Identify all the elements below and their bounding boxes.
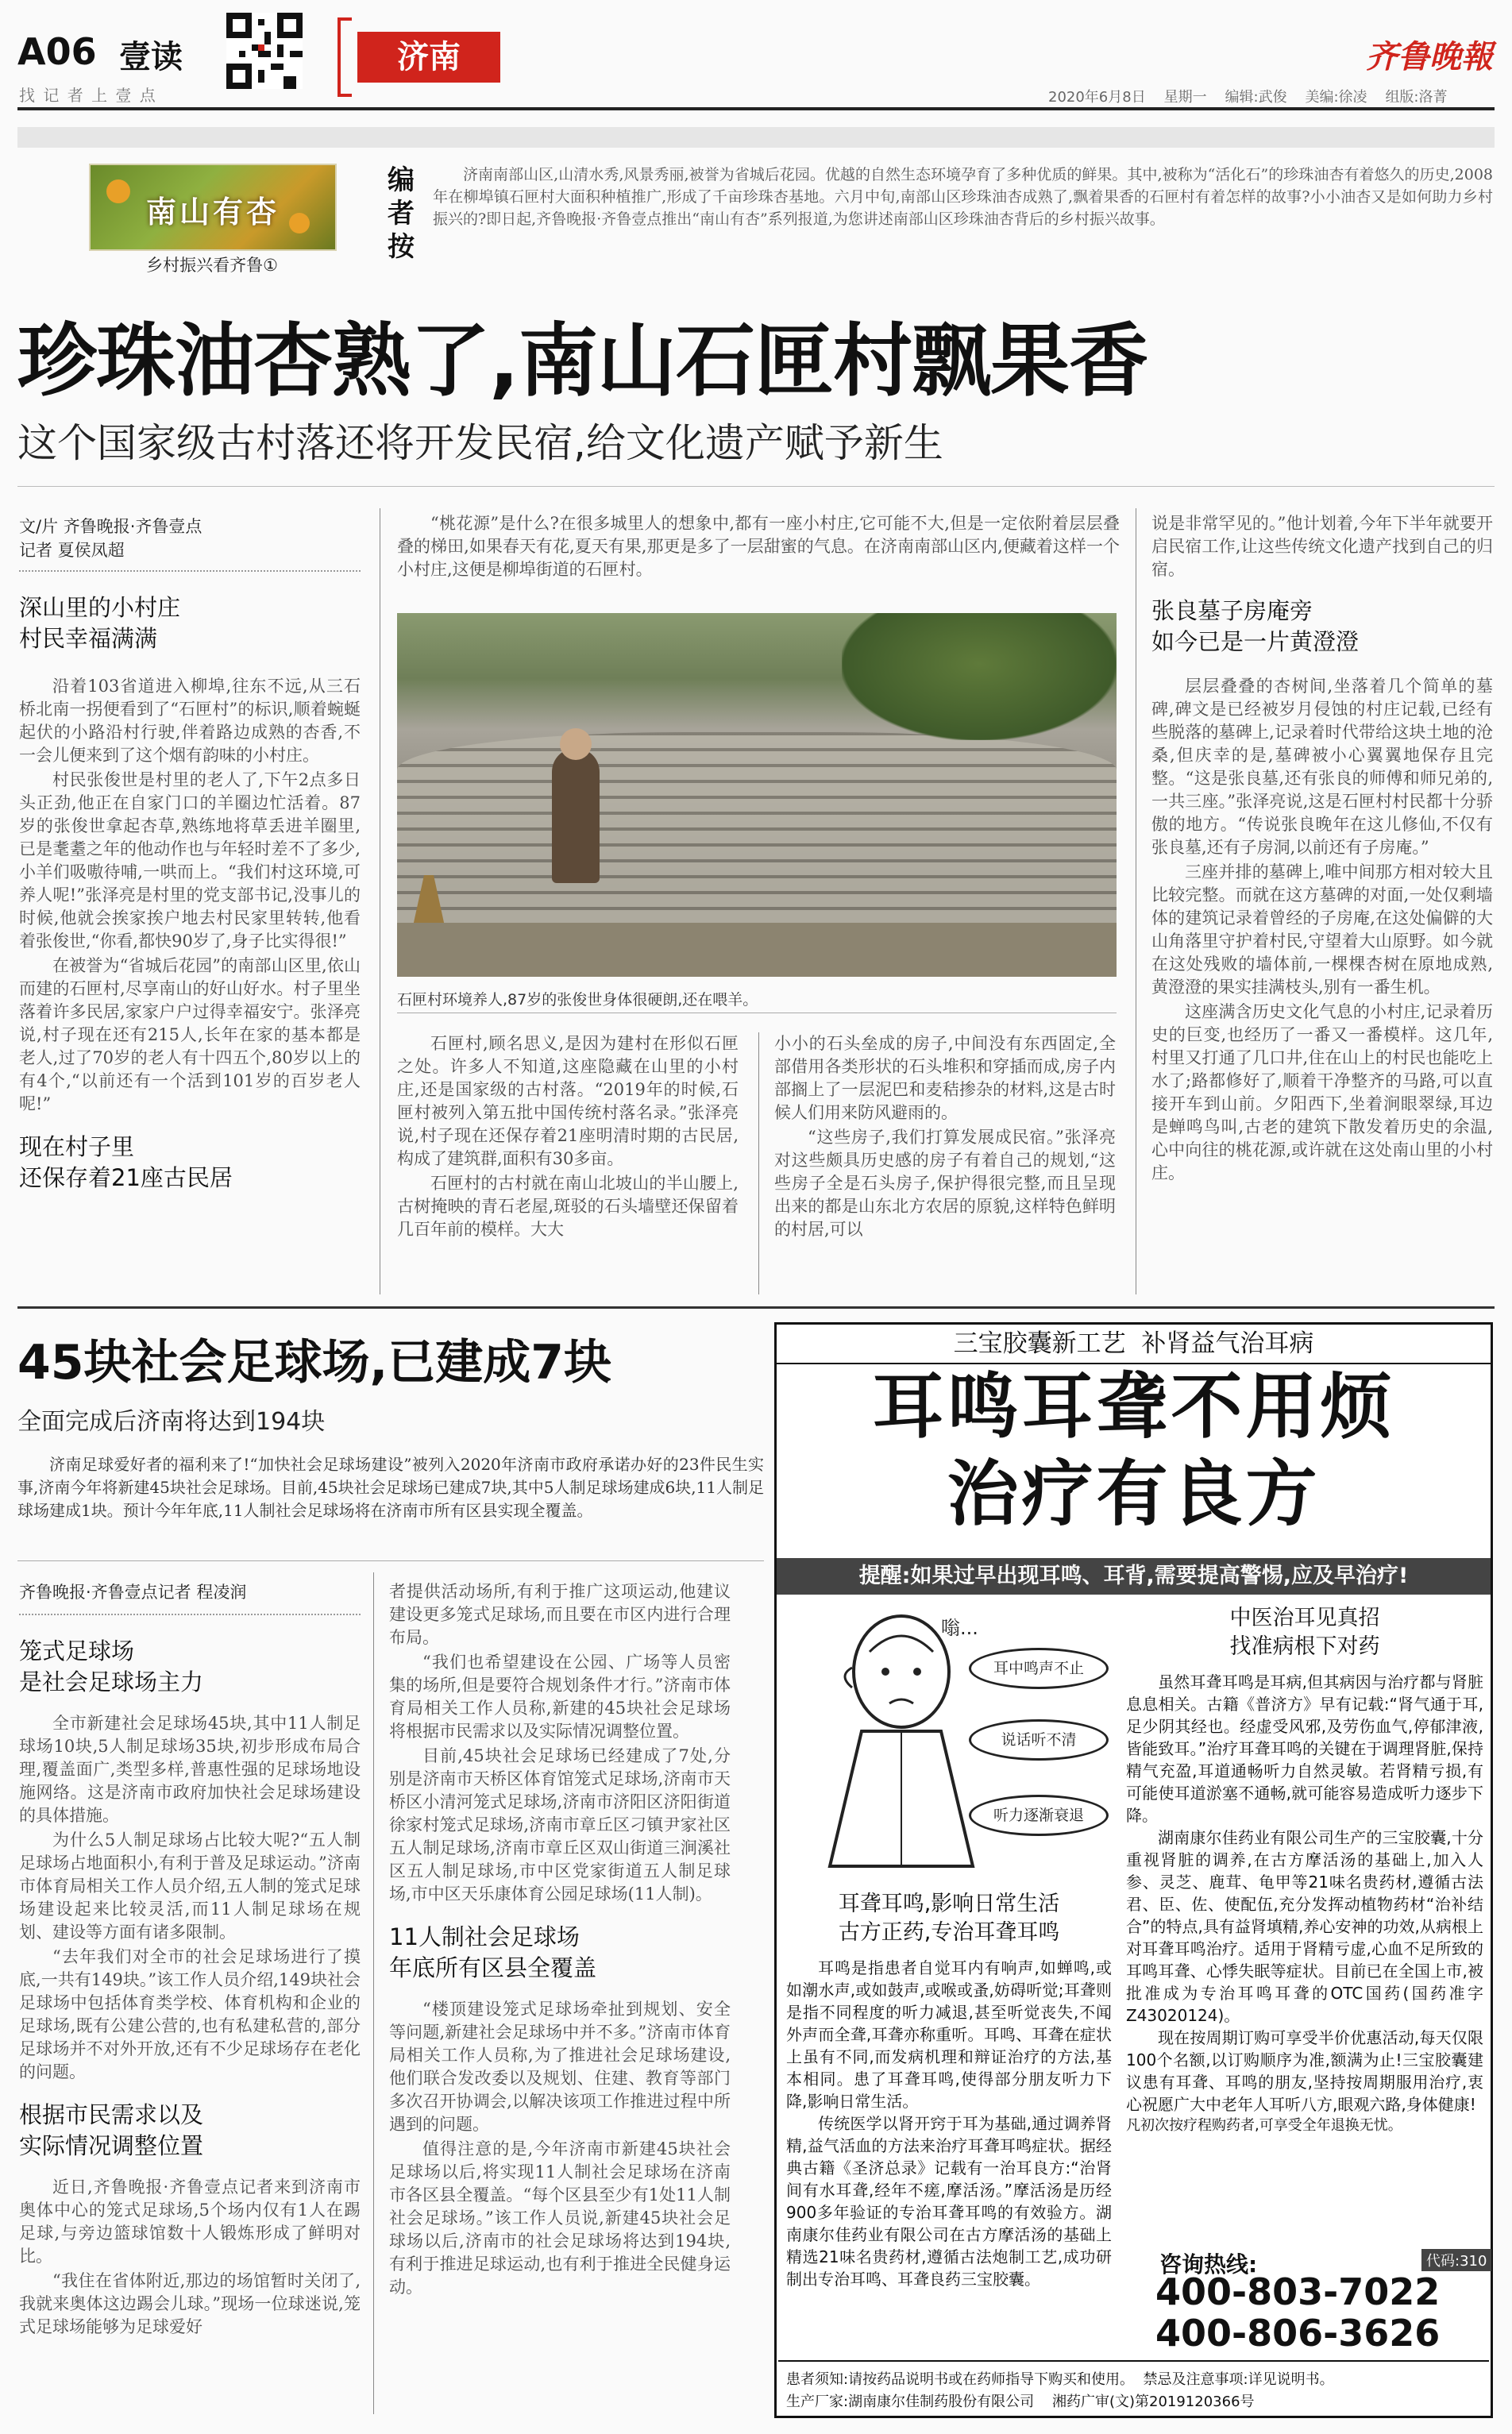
hotline-phone-2[interactable]: 400-806-3626 (1155, 2312, 1441, 2355)
section-rule (17, 1306, 1495, 1309)
person-head (560, 728, 592, 760)
section-subhead (19, 1132, 361, 1194)
speech-bubble: 说话听不清 (969, 1719, 1109, 1761)
paragraph: 说是非常罕见的。”他计划着,今年下半年就要开启民宿工作,让这些传统文化遗产找到自己的归宿。 (1151, 514, 1493, 579)
subhead-line: 11人制社会足球场 (389, 1923, 580, 1950)
paragraph: 村民张俊世是村里的老人了,下午2点多日头正劲,他正在自家门口的羊圈边忙活着。87岁的张俊世拿起杏草,熟练地将草丢进羊圈里,已是耄耋之年的他动作也与年轻时差不了多少,小羊们吸嗷待哺,一哄而上。“我们村这环境,可养人呢!”张泽亮是村里的党支部书记,没事儿的时候,他就会挨家挨户地去村民家里转转,他看着张俊世,“你看,都快90岁了,身子比实得很!” (19, 770, 361, 951)
subhead-line: 年底所有区县全覆盖 (389, 1954, 597, 1981)
column-separator (758, 1032, 759, 1294)
football-col-1 (19, 1580, 361, 2340)
paragraph: 值得注意的是,今年济南市新建45块社会足球场以后,将实现11人制社会足球场在济南市各区县全覆盖。“每个区县至少有1处11人制社会足球场。”该工作人员说,新建45块社会足球场以后,济南市的社会足球场将达到194块,有利于推进足球运动,也有利于推进全民健身运动。 (389, 2139, 731, 2297)
paragraph: 石匣村的古村就在南山北坡山的半山腰上,古树掩映的青石老屋,斑驳的石头墙壁还保留着几百年前的模样。大大 (397, 1174, 739, 1239)
section-subhead (19, 1636, 361, 1698)
speech-bubble: 听力逐渐衰退 (969, 1795, 1109, 1836)
subhead-line: 张良墓子房庵旁 (1151, 597, 1313, 624)
advert-fine-print: 患者须知:请按药品说明书或在药师指导下购买和使用。 禁忌及注意事项:详见说明书。 (786, 2371, 1334, 2388)
section-subhead (19, 2100, 361, 2162)
date-line (1048, 86, 1448, 106)
photo-caption: 石匣村环境养人,87岁的张俊世身体很硬朗,还在喂羊。 (397, 991, 758, 1009)
masthead-rule (17, 107, 1495, 110)
lead-headline: 珍珠油杏熟了,南山石匣村飘果香 (17, 314, 1148, 407)
paragraph: 石匣村,顾名思义,是因为建村在形似石匣之处。许多人不知道,这座隐藏在山里的小村庄,还是国家级的古村落。“2019年的时候,石匣村被列入第五批中国传统村落名录。”张泽亮说,村子现在还保存着21座明清时期的古民居,构成了建筑群,面积有30多亩。 (397, 1034, 739, 1168)
lead-photo (397, 613, 1117, 977)
paragraph: 目前,45块社会足球场已经建成了7处,分别是济南市天桥区体育馆笼式足球场,济南市天桥区小清河笼式足球场,济南市济阳区济阳街道徐家村笼式足球场,济南市章丘区刁镇尹家社区五人制足球场,济南市章丘区双山街道三涧溪社区五人制足球场,市中区党家街道五人制足球场,市中区天乐康体育公园足球场(11人制)。 (389, 1746, 731, 1904)
section-name: 壹读 (119, 39, 183, 75)
editor-note-char: 者 (388, 198, 415, 230)
lead-intro (397, 512, 1120, 583)
advert-subhead (1126, 1604, 1483, 1661)
paragraph: 耳鸣是指患者自觉耳内有响声,如蝉鸣,或如潮水声,或如鼓声,或喉或蚤,妨碍听觉;耳聋则是指不同程度的听力减退,甚至听觉丧失,不闻外声而全聋,耳聋亦称重听。耳鸣、耳聋在症状上虽有不同,而发病机理和辩证治疗的方法,基本相同。患了耳聋耳鸣,使得部分朋友听力下降,影响日常生活。 (786, 1958, 1112, 2111)
series-caption: 乡村振兴看齐鲁① (146, 256, 278, 275)
page-number: A06 (17, 30, 97, 73)
paragraph: 湖南康尔佳药业有限公司生产的三宝胶囊,十分重视肾脏的调养,在古方摩活汤的基础上,加入人参、灵芝、鹿茸、龟甲等21味名贵药材,遵循古法君、臣、佐、使配伍,充分发挥动植物药材“治补结合”的特点,具有益肾填精,养心安神的功效,从病根上对耳聋耳鸣治疗。适用于肾精亏虚,心血不足所致的耳鸣耳聋、心悸失眠等症状。目前已在全国上市,被批准成为专治耳鸣耳聋的OTC国药(国药准字Z43020124)。 (1126, 1828, 1483, 2025)
subhead-line: 实际情况调整位置 (19, 2132, 204, 2159)
cartoon-sound: 嗡... (941, 1617, 978, 1639)
lead-col-1 (19, 515, 361, 1194)
hotline-label: 咨询热线: (1159, 2251, 1258, 2278)
byline: 齐鲁晚报·齐鲁壹点记者 程凌润 (19, 1583, 247, 1602)
issue-date: 2020年6月8日 (1048, 89, 1146, 106)
paragraph: 沿着103省道进入柳埠,往东不远,从三石桥北南一拐便看到了“石匣村”的标识,顺着蜿蜒起伏的小路沿村行驶,伴着路边成熟的杏香,不一会儿便来到了这个烟有韵味的小村庄。 (19, 677, 361, 765)
divider (19, 1614, 361, 1615)
paragraph: 全市新建社会足球场45块,其中11人制足球场10块,5人制足球场35块,初步形成布局合理,覆盖面广,类型多样,普惠性强的足球场地设施网络。这是济南市政府加快社会足球场建设的具体措施。 (19, 1714, 361, 1825)
advert-left-col (786, 1890, 1112, 2290)
section-subhead (19, 592, 361, 654)
subhead-line: 中医治耳见真招 (1229, 1606, 1380, 1630)
person-figure (552, 748, 600, 883)
football-subheadline: 全面完成后济南将达到194块 (17, 1408, 326, 1436)
paragraph: “楼顶建设笼式足球场牵扯到规划、安全等问题,新建社会足球场中并不多。”济南市体育局相关工作人员称,为了推进社会足球场建设,他们联合发改委以及规划、住建、教育等部门多次召开协调会,以解决该项工作推进过程中所遇到的问题。 (389, 2000, 731, 2134)
advert-reminder: 提醒:如果过早出现耳鸣、耳背,需要提高警惕,应及早治疗! (777, 1558, 1491, 1595)
paragraph: 层层叠叠的杏树间,坐落着几个简单的墓碑,碑文是已经被岁月侵蚀的村庄记载,已经有些脱落的墓碑上,记录着时代带给这块土地的沧桑,但庆幸的是,墓碑被小心翼翼地保存且完整。“这是张良墓,还有张良的师傅和师兄弟的,一共三座。”张泽亮说,这是石匣村村民都十分骄傲的地方。“传说张良晚年在这儿修仙,不仅有张良墓,还有子房洞,以前还有子房庵。” (1151, 677, 1493, 857)
paragraph: “我住在省体附近,那边的场馆暂时关闭了,我就来奥体这边踢会儿球。”现场一位球迷说,笼式足球场能够为足球爱好 (19, 2271, 361, 2336)
layout-credit: 组版:洛菁 (1385, 89, 1448, 106)
subhead-line: 是社会足球场主力 (19, 1668, 204, 1695)
advert-subhead (786, 1890, 1112, 1947)
paragraph: 者提供活动场所,有利于推广这项运动,他建议建设更多笼式足球场,而且要在市区内进行合理布局。 (389, 1582, 731, 1647)
football-headline: 45块社会足球场,已建成7块 (17, 1335, 612, 1391)
region-bracket (338, 17, 352, 97)
advert-right-col (1126, 1604, 1483, 2136)
subhead-line: 村民幸福满满 (19, 625, 158, 652)
series-badge-title: 南山有杏 (145, 194, 280, 230)
paragraph: “这些房子,我们打算发展成民宿。”张泽亮对这些颇具历史感的房子有着自己的规划,“这些房子全是石头房子,保护得很完整,而且呈现出来的都是山东北方农居的原貌,这样特色鲜明的村居,可以 (774, 1128, 1116, 1239)
paragraph: 现在按周期订购可享受半价优惠活动,每天仅限100个名额,以订购顺序为准,额满为止!三宝胶囊建议患有耳聋、耳鸣的朋友,坚持按周期服用治疗,衷心祝愿广大中老年人耳听八方,眼观六路,身体健康! (1126, 2028, 1483, 2114)
advert-cartoon (782, 1604, 1116, 1882)
region-badge: 济南 (357, 32, 500, 83)
paragraph: 传统医学以肾开窍于耳为基础,通过调养肾精,益气活血的方法来治疗耳聋耳鸣症状。据经典古籍《圣济总录》记载有一治耳良方:“治肾间有水耳聋,经年不瘥,摩活汤。”摩活汤是历经900多年验证的专治耳聋耳鸣的有效验方。湖南康尔佳药业有限公司在古方摩活汤的基础上精选21味名贵药材,遵循古法炮制工艺,成功研制出专治耳鸣、耳聋良药三宝胶囊。 (786, 2114, 1112, 2289)
masthead-shade (17, 127, 1495, 148)
subhead-line: 找准病根下对药 (1229, 1634, 1380, 1659)
paragraph: 近日,齐鲁晚报·齐鲁壹点记者来到济南市奥体中心的笼式足球场,5个场内仅有1人在踢足球,与旁边篮球馆数十人锻炼形成了鲜明对比。 (19, 2177, 361, 2266)
paper-logo: 齐鲁晚報 (1366, 38, 1493, 75)
lead-col-2 (397, 1032, 739, 1243)
section-subhead (1151, 596, 1493, 658)
paragraph: “我们也希望建设在公园、广场等人员密集的场所,但是要符合规划条件才行。”济南市体育局相关工作人员称,新建的45块社会足球场将根据市民需求以及实际情况调整位置。 (389, 1653, 731, 1741)
series-badge (89, 164, 337, 251)
advert-code: 代码:310 (1421, 2249, 1491, 2271)
advert-title-2: 治疗有良方 (947, 1452, 1321, 1536)
subhead-line: 现在村子里 (19, 1133, 135, 1160)
paragraph: “去年我们对全市的社会足球场进行了摸底,一共有149块。”该工作人员介绍,149块社会足球场中包括体育类学校、体育机构和企业的足球场,既有公建公营的,也有私建私营的,部分足球场并不对外开放,还有不少足球场存在老化的问题。 (19, 1947, 361, 2081)
editor-credit: 编辑:武俊 (1225, 89, 1287, 106)
lead-subheadline: 这个国家级古村落还将开发民宿,给文化遗产赋予新生 (17, 420, 943, 466)
tree-shape (842, 613, 1117, 740)
byline: 记者 夏侯凤超 (19, 541, 125, 560)
editor-note-char: 按 (388, 231, 415, 263)
editor-note-char: 编 (388, 164, 415, 196)
paragraph: 小小的石头垒成的房子,中间没有东西固定,全部借用各类形状的石头堆积和穿插而成,房子内部搁上了一层泥巴和麦秸掺杂的材料,这是古时候人们用来防风避雨的。 (774, 1034, 1116, 1122)
football-col-2 (389, 1580, 731, 2301)
qr-code-icon (226, 13, 303, 89)
subhead-line: 还保存着21座古民居 (19, 1164, 233, 1191)
lead-col-4 (1151, 512, 1493, 1186)
section-subhead (389, 1922, 731, 1984)
ground-shape (397, 923, 1117, 977)
art-credit: 美编:徐凌 (1305, 89, 1367, 106)
subhead-line: 笼式足球场 (19, 1637, 135, 1664)
subhead-line: 如今已是一片黄澄澄 (1151, 628, 1360, 655)
paragraph: 虽然耳聋耳鸣是耳病,但其病因与治疗都与肾脏息息相关。古籍《普济方》早有记载:“肾气通于耳,足少阴其经也。经虚受风邪,及劳伤血气,停郁津液,皆能致耳。”治疗耳聋耳鸣的关键在于调理肾脏,保持精气充盈,耳道通畅听力自然灵敏。若肾精亏损,有可能使耳道淤塞不通畅,就可能容易造成听力逐步下降。 (1126, 1672, 1483, 1825)
football-rule (17, 1560, 764, 1561)
lead-rule (17, 486, 1495, 487)
subhead-line: 深山里的小村庄 (19, 594, 181, 621)
paragraph: 为什么5人制足球场占比较大呢?“五人制足球场占地面积小,有利于普及足球运动。”济南市体育局相关工作人员介绍,五人制的笼式足球场建设起来比较灵活,而11人制足球场在规划、建设等方面有诸多限制。 (19, 1830, 361, 1942)
column-separator (373, 1572, 374, 2414)
subhead-line: 根据市民需求以及 (19, 2101, 204, 2128)
paragraph: 这座满含历史文化气息的小村庄,记录着历史的巨变,也经历了一番又一番模样。这几年,村里又打通了几口井,住在山上的村民也能吃上水了;路都修好了,顺着干净整齐的马路,可以直接开车到山前。夕阳西下,坐着涧眼翠绿,耳边是蝉鸣鸟叫,古老的建筑下散发着历史的余温,心中向往的桃花源,或许就在这处南山里的小村庄。 (1151, 1002, 1493, 1182)
paragraph: 三座并排的墓碑上,唯中间那方相对较大且比较完整。而就在这方墓碑的对面,一处仅剩墙体的建筑记录着曾经的子房庵,在这处偏僻的大山角落里守护着村民,守望着大山原野。如今就在这处残败的墙体前,一棵棵杏树在原地成熟,黄澄澄的果实挂满枝头,别有一番生机。 (1151, 862, 1493, 997)
advert-title-1: 耳鸣耳聋不用烦 (872, 1365, 1395, 1448)
byline: 文/片 齐鲁晚报·齐鲁壹点 (19, 517, 202, 536)
paragraph: 在被誉为“省城后花园”的南部山区里,依山而建的石匣村,尽享南山的好山好水。村子里坐落着许多民居,家家户户过得幸福安宁。张泽亮说,村子现在还有215人,长年在家的基本都是老人,过了70岁的老人有十四五个,80岁以上的有4个,“以前还有一个活到101岁的百岁老人呢!” (19, 956, 361, 1113)
stone-wall-shape (397, 732, 1117, 923)
football-lead: 济南足球爱好者的福利来了!“加快社会足球场建设”被列入2020年济南市政府承诺办好的23件民生实事,济南今年将新建45块社会足球场。目前,45块社会足球场已建成7块,其中5人制足球场建成6块,11人制足球场建成1块。预计今年年底,11人制社会足球场将在济南市所有区县实现全覆盖。 (17, 1455, 764, 1520)
speech-bubble: 耳中鸣声不止 (969, 1648, 1109, 1689)
hotline-phone-1[interactable]: 400-803-7022 (1155, 2270, 1441, 2313)
subhead-line: 古方正药,专治耳聋耳鸣 (838, 1920, 1060, 1945)
advert-fine-print: 生产厂家:湖南康尔佳制药股份有限公司 湘药广审(文)第2019120366号 (786, 2393, 1255, 2410)
advert-fine-rule (778, 2360, 1489, 2362)
divider (19, 570, 361, 572)
advert-banner: 三宝胶囊新工艺 补肾益气治耳病 (777, 1325, 1491, 1364)
masthead-tagline: 找 记 者 上 壹 点 (19, 86, 157, 105)
advert-footnote: 凡初次按疗程购药者,可享受全年退换无忧。 (1126, 2117, 1402, 2134)
lead-col-3 (774, 1032, 1116, 1243)
paragraph: “桃花源”是什么?在很多城里人的想象中,都有一座小村庄,它可能不大,但是一定依附着层层叠叠的梯田,如果春天有花,夏天有果,那更是多了一层甜蜜的气息。在济南南部山区内,便藏着这样一个小村庄,这便是柳埠街道的石匣村。 (397, 514, 1120, 579)
editor-note-label (388, 164, 415, 264)
issue-weekday: 星期一 (1163, 89, 1207, 106)
subhead-line: 耳聋耳鸣,影响日常生活 (838, 1892, 1060, 1916)
editor-note-text: 济南南部山区,山清水秀,风景秀丽,被誉为省城后花园。优越的自然生态环境孕育了多种优质的鲜果。其中,被称为“活化石”的珍珠油杏有着悠久的历史,2008年在柳埠镇石匣村大面积种植推广,形成了千亩珍珠杏基地。六月中旬,南部山区珍珠油杏成熟了,飘着果香的石匣村有着怎样的故事?小小油杏又是如何助力乡村振兴的?即日起,齐鲁晚报·齐鲁壹点推出“南山有杏”系列报道,为您讲述南部山区珍珠油杏背后的乡村振兴故事。 (433, 166, 1493, 228)
